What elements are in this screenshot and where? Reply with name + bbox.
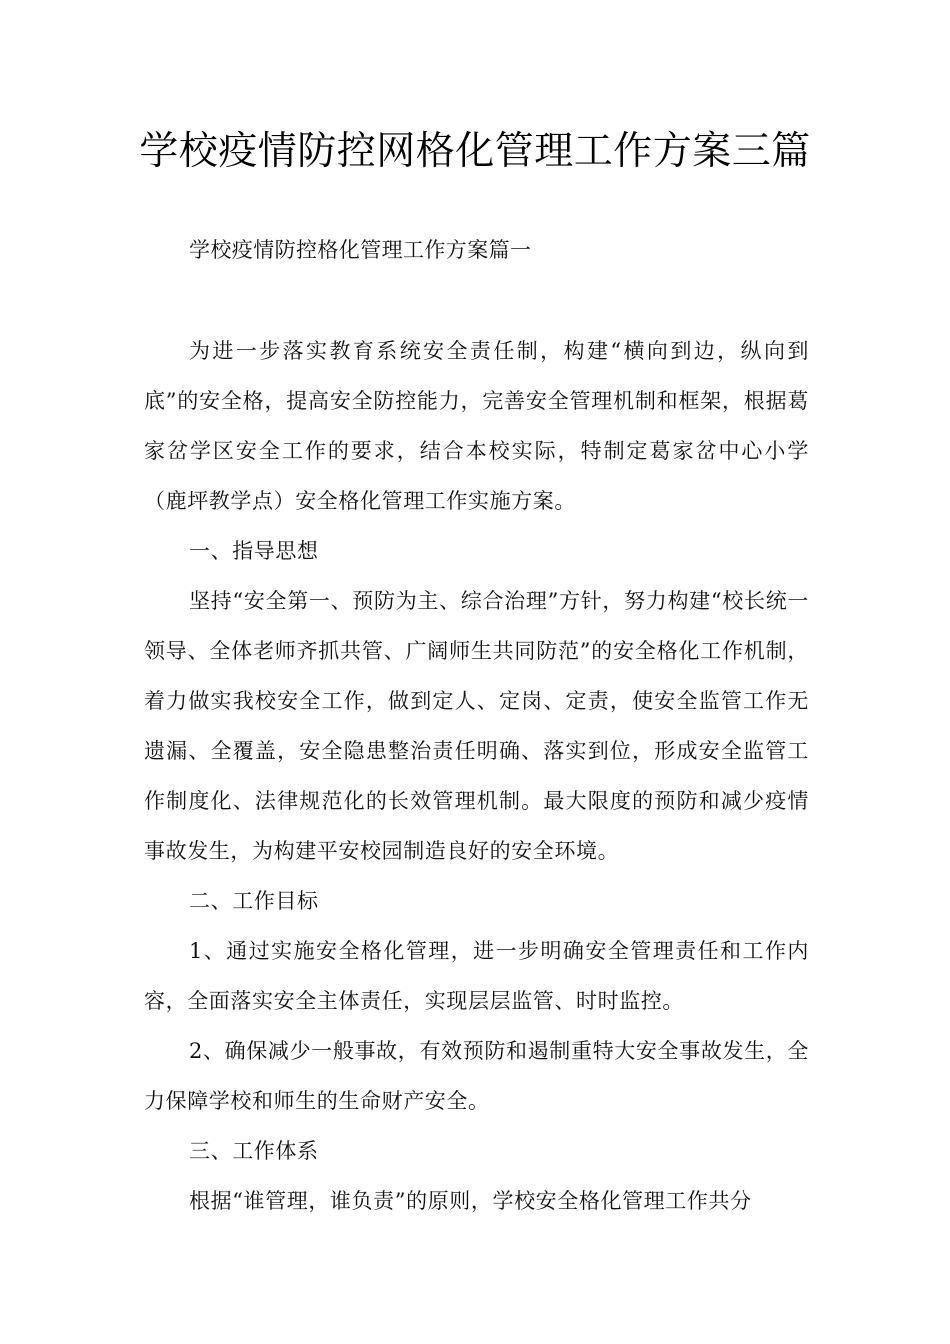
document-body (144, 326, 809, 1226)
paragraph-intro: 为进一步落实教育系统安全责任制，构建“横向到边，纵向到底”的安全格，提高安全防控能力，完善安全管理机制和框架，根据葛家岔学区安全工作的要求，结合本校实际，特制定葛家岔中心小学（鹿坪教学点）安全格化管理工作实施方案。 (144, 339, 809, 513)
paragraph-guiding-thought: 坚持“安全第一、预防为主、综合治理”方针，努力构建“校长统一领导、全体老师齐抓共管、广阔师生共同防范”的安全格化工作机制，着力做实我校安全工作，做到定人、定岗、定责，使安全监管工作无遗漏、全覆盖，安全隐患整治责任明确、落实到位，形成安全监管工作制度化、法律规范化的长效管理机制。最大限度的预防和减少疫情事故发生，为构建平安校园制造良好的安全环境。 (144, 589, 809, 863)
document-subtitle: 学校疫情防控格化管理工作方案篇一 (189, 238, 532, 262)
section-heading-work-goals: 二、工作目标 (189, 889, 319, 913)
section-heading-guiding-thought: 一、指导思想 (189, 539, 319, 563)
paragraph-goal-1: 1、通过实施安全格化管理，进一步明确安全管理责任和工作内容，全面落实安全主体责任，实现层层监管、时时监控。 (144, 939, 809, 1013)
section-heading-work-system: 三、工作体系 (189, 1139, 319, 1163)
document-title: 学校疫情防控网格化管理工作方案三篇 (139, 129, 811, 174)
paragraph-work-system: 根据“谁管理，谁负责”的原则，学校安全格化管理工作共分 (189, 1189, 752, 1213)
paragraph-goal-2: 2、确保减少一般事故，有效预防和遏制重特大安全事故发生，全力保障学校和师生的生命财产安全。 (144, 1039, 809, 1113)
